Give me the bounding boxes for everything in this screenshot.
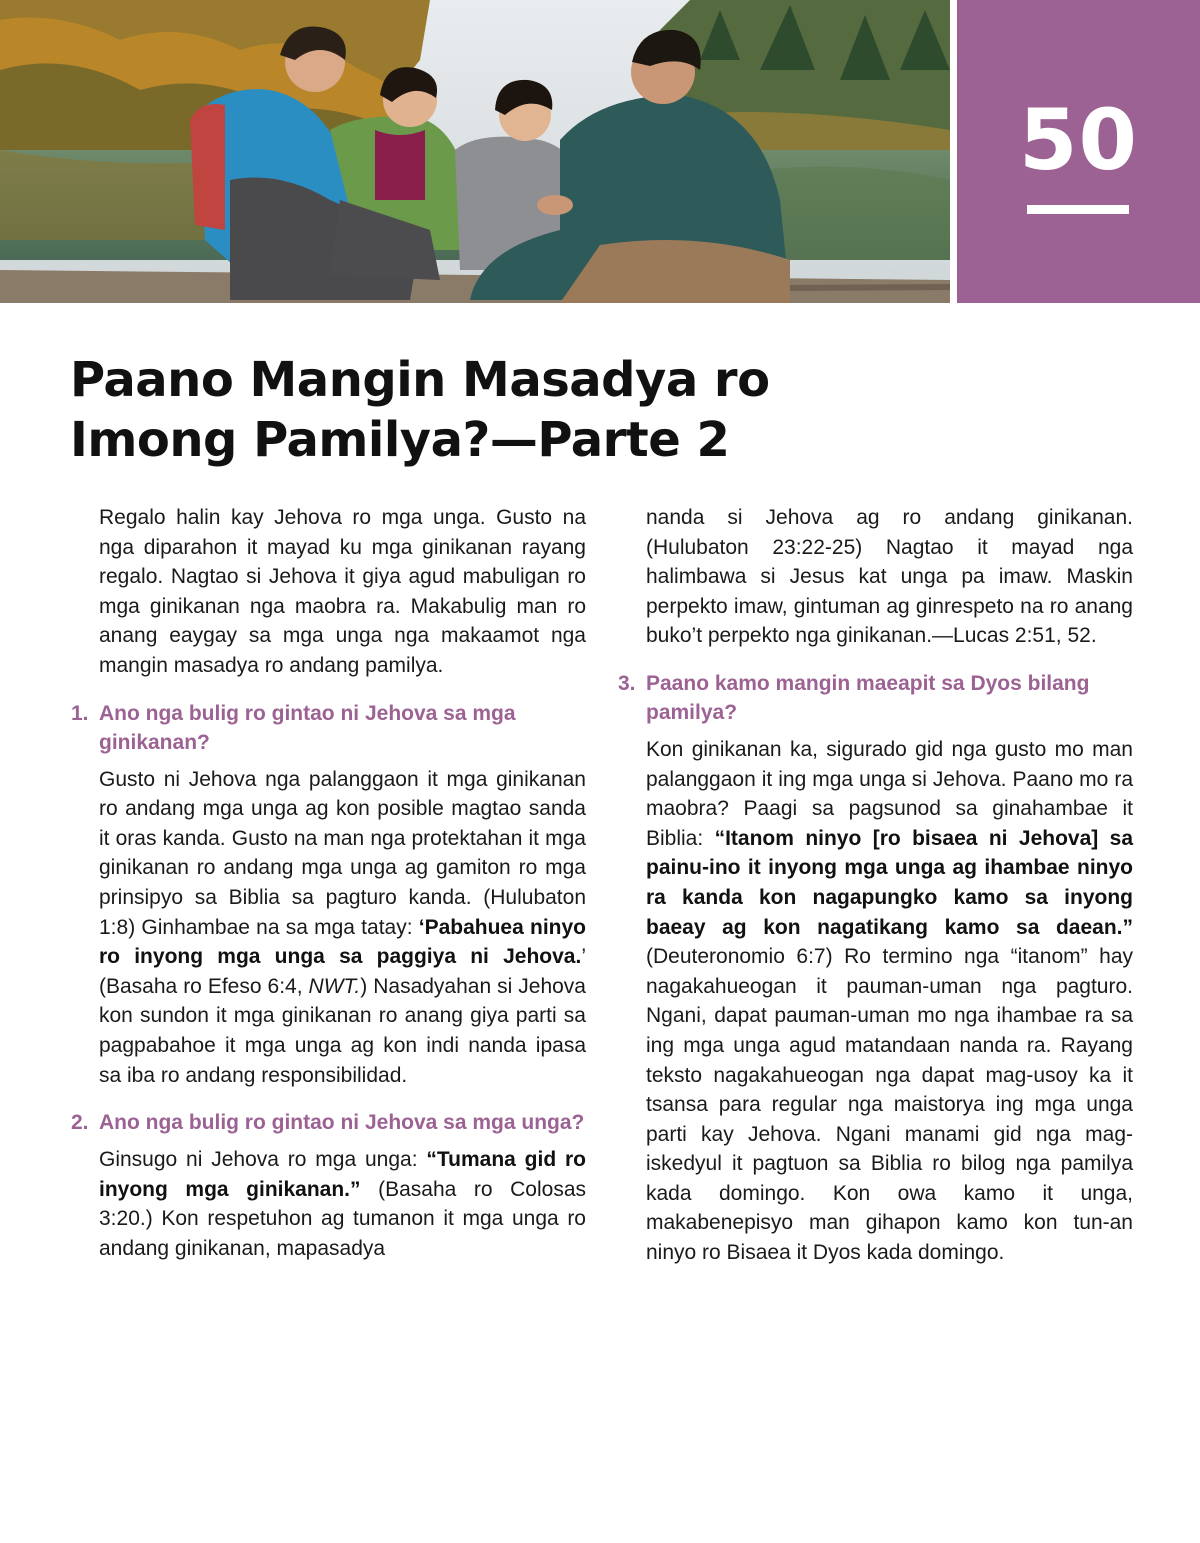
section-1-bold-quote: ‘Pabahuea ninyo ro inyong mga unga sa paggiya ni Jehova.	[99, 915, 586, 969]
section-2-paragraph-start	[99, 1145, 586, 1263]
question-1-text: Ano nga bulig ro gintao ni Jehova sa mga ginikanan?	[99, 701, 516, 754]
title-line-2: Imong Pamilya?—Parte 2	[70, 412, 730, 468]
section-2-bold-quote: “Tumana gid ro inyong mga ginikanan.”	[99, 1148, 586, 1201]
title-line-1: Paano Mangin Masadya ro	[70, 352, 770, 408]
section-3-text-b: (Deuteronomio 6:7) Ro termino nga “itanom” hay nagakahueogan it pauman-uman nga pagturo. Ngani, dapat pauman-uman mo nga ihambae ra sa ing mga unga agud matandaan nanda ra. Rayang teksto nagakahueogan nga dapat mag-usoy ka it tsansa para regular nga maistorya ing mga unga parti kay Jehova. Ngani manami gid nga mag-iskedyul it pagtuon sa Biblia ro bilog nga pamilya kada domingo. Kon owa kamo it unga, makabenepisyo man gihapon kamo kon tun-an ninyo ro Bisaea it Dyos kada domingo.	[646, 945, 1133, 1265]
section-1-paragraph	[99, 765, 586, 1091]
question-1-heading	[71, 699, 586, 757]
section-1-text-b: ’ (Basaha ro Efeso 6:4,	[99, 945, 586, 998]
question-1-number: 1.	[71, 701, 89, 725]
hero-photo	[0, 0, 950, 303]
lesson-number-underline	[1027, 205, 1129, 214]
section-2-text-a: Ginsugo ni Jehova ro mga unga:	[99, 1148, 427, 1172]
intro-paragraph: Regalo halin kay Jehova ro mga unga. Gusto na nga diparahon it mayad ku mga ginikanan rayang regalo. Nagtao si Jehova it giya agud mabuligan ro mga ginikanan nga maobra ra. Makabulig man ro anang eaygay sa mga unga nga makaamot nga mangin masadya ro andang pamilya.	[99, 506, 586, 677]
question-3-number: 3.	[618, 671, 636, 695]
left-column	[71, 503, 586, 1263]
question-3-text: Paano kamo mangin maeapit sa Dyos bilang pamilya?	[646, 671, 1090, 724]
section-1-italic-ref: NWT.	[308, 974, 361, 998]
question-2-number: 2.	[71, 1111, 89, 1135]
lesson-number-box	[957, 0, 1200, 303]
section-3-bold-quote: “Itanom ninyo [ro bisaea ni Jehova] sa painu-ino it inyong mga unga ag ihambae ninyo ra kanda kon nagapungko kamo sa inyong baeay ag kon nagatikang kamo sa daean.”	[646, 826, 1133, 939]
section-2-text-b-part1: (Basaha ro Colosas 3:20.) Kon respetuhon ag tumanon it mga unga ro andang ginikanan, mapasadya	[99, 1177, 586, 1260]
section-2-paragraph-continued	[646, 503, 1133, 651]
page-title	[70, 350, 850, 470]
lesson-number: 50	[1019, 91, 1138, 189]
question-3-heading	[618, 669, 1133, 727]
section-1-text-c: ) Nasadyahan si Jehova kon sundon it mga ginikanan ro anang giya parti sa pagpabahoe it mga unga ag kon indi nanda ipasa sa iba ro andang responsibilidad.	[99, 974, 586, 1087]
right-column	[618, 503, 1133, 1268]
section-3-text-a: Kon ginikanan ka, sigurado gid nga gusto mo man palanggaon it ing mga unga si Jehova. Paano mo ra maobra? Paagi sa pagsunod sa ginahambae it Biblia:	[646, 737, 1133, 850]
section-2-text-b-part2: nanda si Jehova ag ro andang ginikanan. (Hulubaton 23:22-25) Nagtao it mayad nga halimbawa si Jesus kat unga pa imaw. Maskin perpekto imaw, gintuman ag ginrespeto na ro anang buko’t perpekto nga ginikanan.—Lucas 2:51, 52.	[646, 506, 1133, 648]
family-photo-illustration	[0, 0, 950, 303]
section-1-text-a: Gusto ni Jehova nga palanggaon it mga ginikanan ro andang mga unga ag kon posible magtao sanda it oras kanda. Gusto na man nga protektahan it mga ginikanan ro andang mga unga ag gamiton ro mga prinsipyo sa Biblia sa pagturo kanda. (Hulubaton 1:8) Ginhambae na sa mga tatay:	[99, 767, 586, 939]
section-3-paragraph	[646, 735, 1133, 1268]
question-2-text: Ano nga bulig ro gintao ni Jehova sa mga unga?	[99, 1111, 585, 1135]
question-2-heading	[71, 1108, 586, 1137]
